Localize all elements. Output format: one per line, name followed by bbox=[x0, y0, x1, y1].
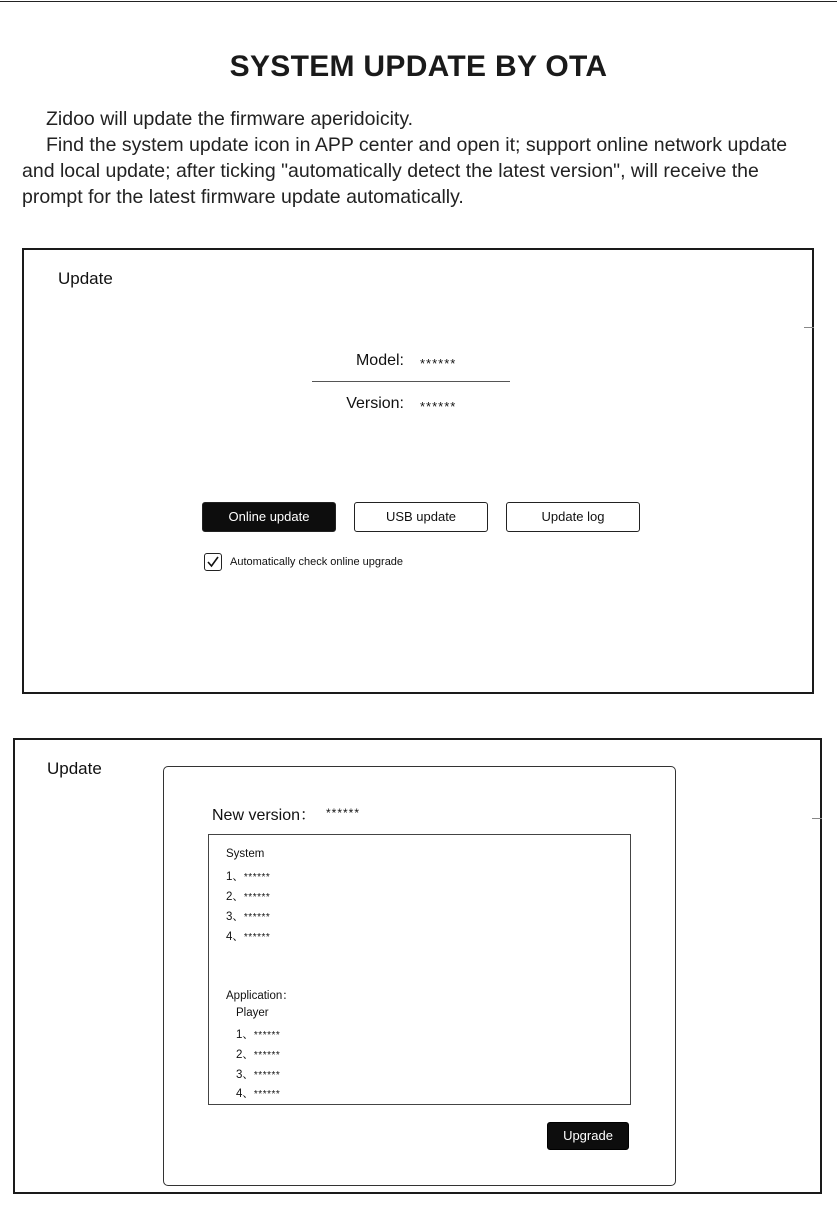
update-screen bbox=[22, 248, 814, 694]
upgrade-button[interactable]: Upgrade bbox=[547, 1122, 629, 1150]
checkmark-icon bbox=[206, 555, 220, 569]
update-screen-new-version bbox=[13, 738, 822, 1194]
intro-line-2: Find the system update icon in APP center and open it; support online network update and local update; after ticking "automatically detect the latest version", will receive the prompt for the latest firmware update automatically. bbox=[22, 134, 788, 208]
edge-tick bbox=[804, 327, 814, 328]
item-value: ****** bbox=[243, 892, 271, 903]
list-item bbox=[236, 1066, 280, 1082]
item-number: 4、 bbox=[226, 931, 244, 943]
divider bbox=[312, 381, 510, 382]
system-heading: System bbox=[226, 848, 265, 860]
list-item bbox=[226, 928, 270, 944]
item-value: ****** bbox=[243, 872, 271, 883]
list-item bbox=[236, 1085, 280, 1101]
player-heading: Player bbox=[236, 1007, 269, 1019]
auto-check-label: Automatically check online upgrade bbox=[230, 556, 404, 568]
item-value: ****** bbox=[253, 1089, 281, 1100]
auto-check-option[interactable] bbox=[204, 552, 403, 572]
list-item bbox=[226, 908, 270, 924]
new-version-label: New version： bbox=[212, 807, 317, 824]
list-item bbox=[226, 888, 270, 904]
release-notes-panel[interactable] bbox=[208, 834, 631, 1105]
item-number: 4、 bbox=[236, 1088, 254, 1100]
online-update-button[interactable]: Online update bbox=[202, 502, 336, 532]
list-item bbox=[236, 1026, 280, 1042]
new-version-value: ****** bbox=[326, 806, 361, 820]
update-log-button[interactable]: Update log bbox=[506, 502, 640, 532]
edge-tick bbox=[812, 818, 822, 819]
version-label: Version: bbox=[346, 395, 404, 412]
item-number: 2、 bbox=[226, 891, 244, 903]
screen-title: Update bbox=[58, 269, 113, 288]
item-value: ****** bbox=[253, 1030, 281, 1041]
intro-line-1: Zidoo will update the firmware aperidoicity. bbox=[46, 108, 414, 130]
screen-title: Update bbox=[47, 759, 102, 778]
page-title: SYSTEM UPDATE BY OTA bbox=[229, 50, 608, 83]
auto-check-checkbox[interactable] bbox=[204, 553, 222, 571]
item-number: 3、 bbox=[236, 1069, 254, 1081]
item-number: 1、 bbox=[226, 871, 244, 883]
list-item bbox=[236, 1046, 280, 1062]
model-value: ****** bbox=[420, 356, 457, 371]
item-value: ****** bbox=[243, 912, 271, 923]
version-value: ****** bbox=[420, 399, 457, 414]
application-heading: Application： bbox=[226, 990, 294, 1002]
list-item bbox=[226, 868, 270, 884]
item-number: 3、 bbox=[226, 911, 244, 923]
model-label: Model: bbox=[355, 352, 404, 369]
usb-update-button[interactable]: USB update bbox=[354, 502, 488, 532]
top-rule bbox=[0, 1, 837, 2]
intro-text bbox=[22, 106, 822, 210]
item-number: 2、 bbox=[236, 1049, 254, 1061]
item-value: ****** bbox=[253, 1050, 281, 1061]
item-value: ****** bbox=[253, 1070, 281, 1081]
item-number: 1、 bbox=[236, 1029, 254, 1041]
new-version-dialog bbox=[163, 766, 676, 1186]
item-value: ****** bbox=[243, 932, 271, 943]
